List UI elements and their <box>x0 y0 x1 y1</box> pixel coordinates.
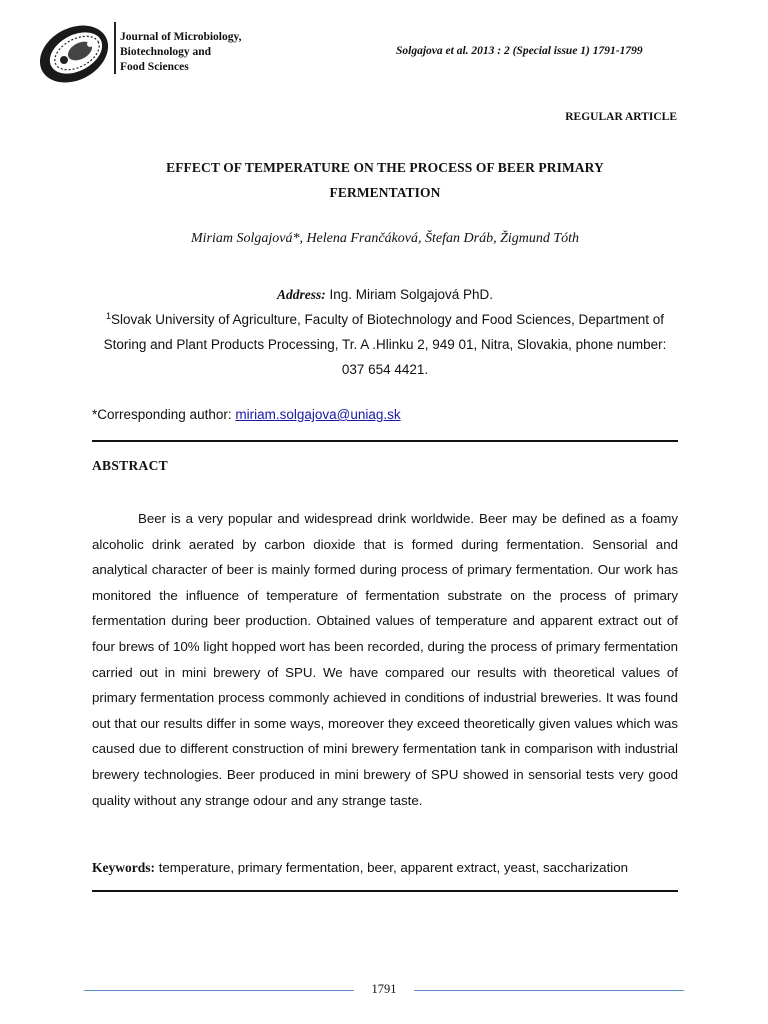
affiliation <box>92 307 678 382</box>
section-rule-bottom <box>92 890 678 892</box>
keywords-label: Keywords: <box>92 860 155 875</box>
footer-rule-left <box>84 990 354 991</box>
citation: Solgajova et al. 2013 : 2 (Special issue 1) 1791-1799 <box>396 45 643 57</box>
journal-name <box>120 30 242 75</box>
page-number: 1791 <box>371 982 397 996</box>
address-name: Ing. Miriam Solgajová PhD. <box>325 287 494 302</box>
affiliation-text: Slovak University of Agriculture, Faculty of Biotechnology and Food Sciences, Department of Storing and Plant Products Processing, Tr. A .Hlinku 2, 949 01, Nitra, Slovakia, phone number: 037 654 4421. <box>103 312 667 377</box>
page-header <box>32 18 692 88</box>
title-line: FERMENTATION <box>329 185 441 200</box>
address-block <box>92 282 678 382</box>
affiliation-marker: 1 <box>105 311 111 321</box>
address-line <box>92 282 678 307</box>
corresponding-label: *Corresponding author: <box>92 407 236 422</box>
journal-name-line: Biotechnology and <box>120 46 212 58</box>
address-label: Address: <box>276 287 326 302</box>
corresponding-email-link[interactable]: miriam.solgajova@uniag.sk <box>235 407 401 422</box>
keywords <box>92 860 628 876</box>
author-list: Miriam Solgajová*, Helena Frančáková, Štefan Dráb, Žigmund Tóth <box>190 231 580 246</box>
keywords-text: temperature, primary fermentation, beer, apparent extract, yeast, saccharization <box>155 860 629 875</box>
header-divider <box>114 22 116 74</box>
abstract-text: Beer is a very popular and widespread drink worldwide. Beer may be defined as a foamy alcoholic drink aerated by carbon dioxide that is formed during fermentation. Sensorial and analytical character of beer is mainly formed during process of primary fermentation. Our work has monitored the influence of temperature of fermentation substrate on the process of primary fermentation during beer production. Obtained values of temperature and apparent extract out of four brews of 10% light hopped wort has been recorded, during the process of primary fermentation carried out in mini brewery of SPU. We have compared our results with theoretical values of primary fermentation process commonly achieved in conditions of industrial breweries. It was found out that our results differ in some ways, moreover they exceed theoretically given values which was caused due to different construction of mini brewery fermentation tank in comparison with industrial brewery technologies. Beer produced in mini brewery of SPU showed in sensorial tests very good quality without any strange odour and any strange taste. <box>92 511 678 808</box>
footer-rule-right <box>414 990 684 991</box>
paper-title <box>92 155 678 205</box>
article-type: REGULAR ARTICLE <box>565 111 677 123</box>
title-line: EFFECT OF TEMPERATURE ON THE PROCESS OF BEER PRIMARY <box>166 160 604 175</box>
abstract-heading: ABSTRACT <box>92 458 168 473</box>
journal-name-line: Journal of Microbiology, <box>120 31 242 43</box>
corresponding-author <box>92 407 401 422</box>
journal-name-line: Food Sciences <box>120 61 189 73</box>
section-rule-top <box>92 440 678 442</box>
journal-logo-icon <box>32 20 116 86</box>
